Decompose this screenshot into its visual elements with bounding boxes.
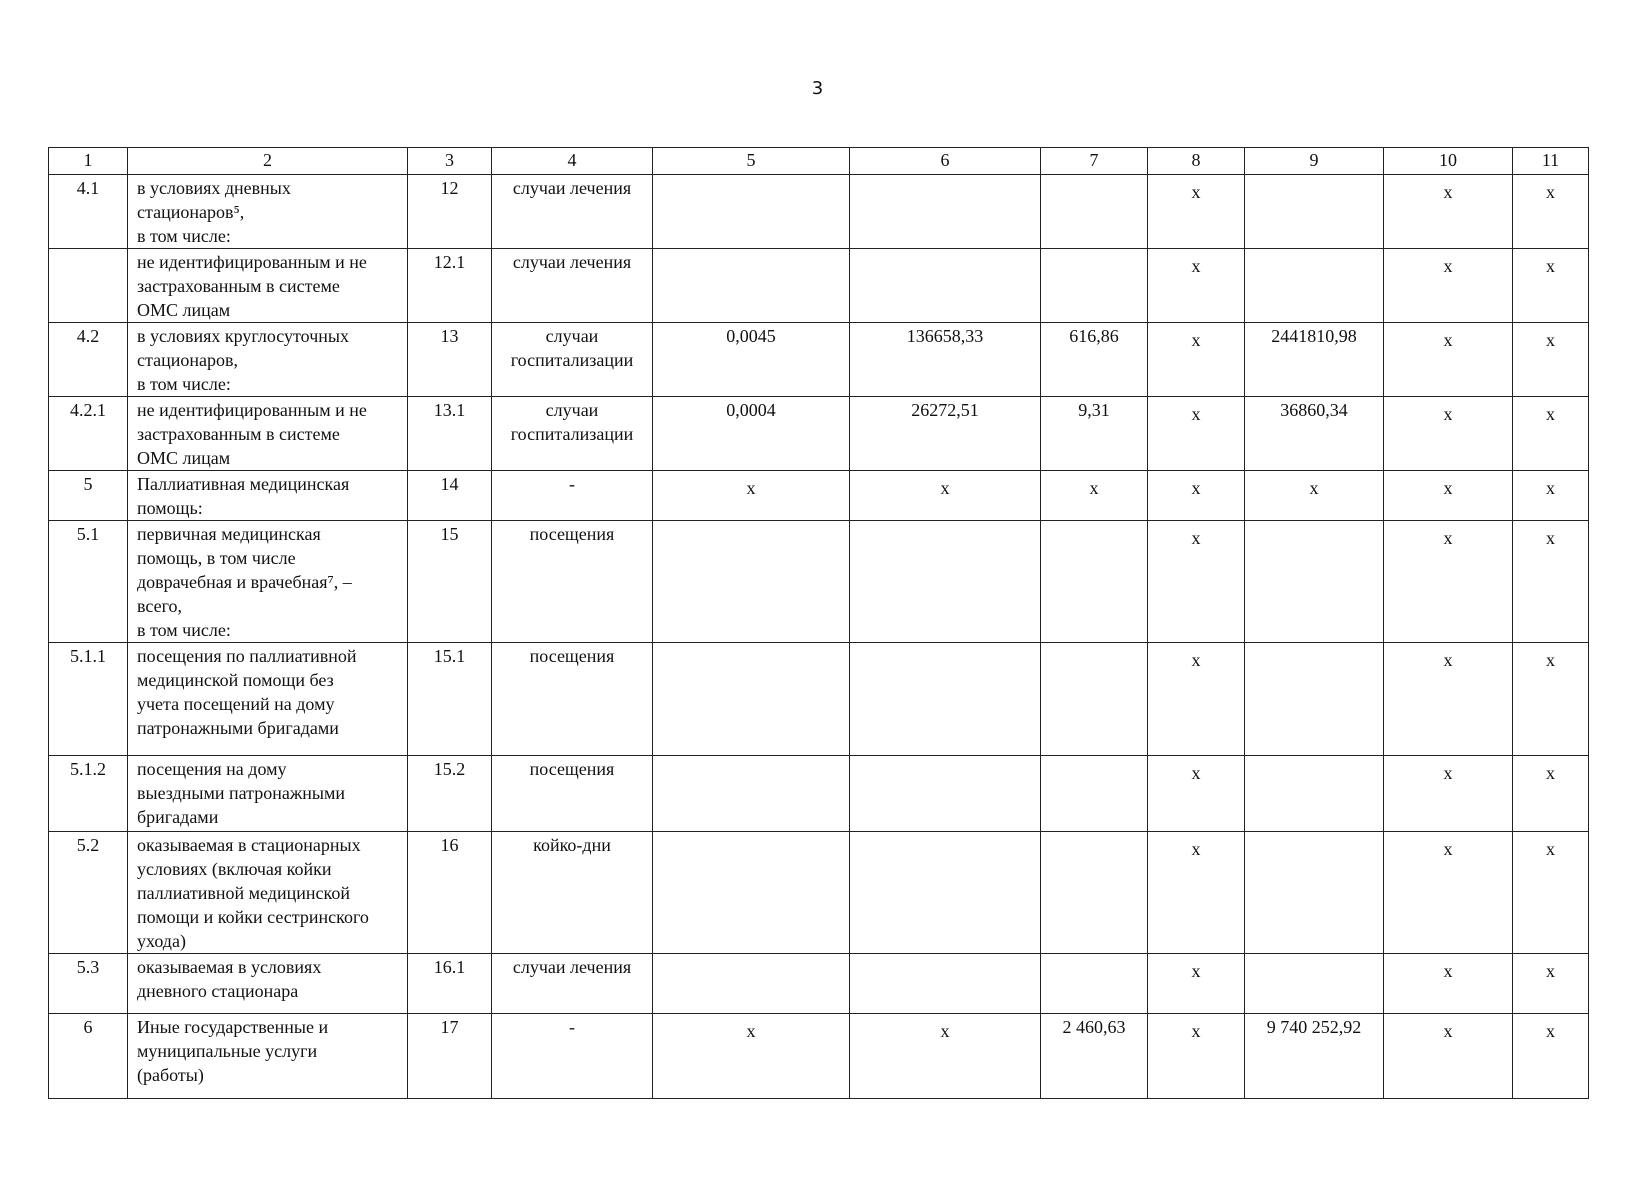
cell-value: 0,0045 — [726, 326, 776, 346]
cell-col-10 — [1384, 756, 1513, 832]
cell-value: 13.1 — [433, 400, 466, 420]
description-line: ухода) — [137, 931, 186, 951]
table-row — [49, 471, 1589, 521]
table-row — [49, 756, 1589, 832]
cell-value: х — [940, 478, 950, 498]
cell-value: х — [1546, 650, 1555, 670]
header-cell: 5 — [653, 148, 850, 175]
table-row — [49, 249, 1589, 323]
row-unit — [492, 249, 653, 323]
description-line: помощь, в том числе — [137, 548, 296, 568]
description-line: первичная медицинская — [137, 524, 321, 544]
row-unit — [492, 643, 653, 756]
description-line: помощь: — [137, 498, 203, 518]
cell-value: х — [1443, 1021, 1453, 1041]
cell-col-5 — [653, 521, 850, 643]
description-line: в том числе: — [137, 374, 231, 394]
cell-col-5 — [653, 249, 850, 323]
cell-col-10 — [1384, 832, 1513, 954]
description-line: дневного стационара — [137, 981, 299, 1001]
unit-line: госпитализации — [510, 424, 634, 444]
row-code — [408, 249, 492, 323]
cell-col-7 — [1041, 1014, 1148, 1099]
cell-col-6 — [850, 471, 1041, 521]
description-line: учета посещений на дому — [137, 694, 335, 714]
cell-col-6 — [850, 175, 1041, 249]
description-line: ОМС лицам — [137, 448, 231, 468]
cell-col-11 — [1513, 175, 1589, 249]
row-unit — [492, 1014, 653, 1099]
cell-value: 4.2.1 — [70, 400, 106, 420]
cell-col-11 — [1513, 521, 1589, 643]
row-description — [128, 471, 408, 521]
cell-value: 0,0004 — [726, 400, 776, 420]
cell-col-9 — [1245, 954, 1384, 1014]
cell-value: 36860,34 — [1280, 400, 1348, 420]
cell-value: 4.2 — [76, 326, 100, 346]
cell-col-10 — [1384, 521, 1513, 643]
unit-line: посещения — [529, 646, 615, 666]
cell-value: 6 — [83, 1017, 93, 1037]
cell-value: х — [1191, 182, 1201, 202]
description-line: стационаров, — [137, 350, 238, 370]
cell-value: х — [1443, 182, 1453, 202]
row-number — [49, 249, 128, 323]
cell-value: 16 — [440, 835, 459, 855]
cell-col-5 — [653, 643, 850, 756]
cell-value: х — [1191, 763, 1201, 783]
row-code — [408, 832, 492, 954]
cell-value: 136658,33 — [906, 326, 984, 346]
unit-line: - — [569, 474, 575, 494]
cell-col-8 — [1148, 323, 1245, 397]
header-cell: 10 — [1384, 148, 1513, 175]
table-row — [49, 954, 1589, 1014]
cell-value: х — [1546, 182, 1555, 202]
cell-col-7 — [1041, 397, 1148, 471]
cell-value: 2441810,98 — [1271, 326, 1357, 346]
header-cell: 7 — [1041, 148, 1148, 175]
cell-col-11 — [1513, 471, 1589, 521]
description-line: не идентифицированным и не — [137, 252, 367, 272]
description-line: в условиях круглосуточных — [137, 326, 349, 346]
header-cell: 8 — [1148, 148, 1245, 175]
cell-col-7 — [1041, 832, 1148, 954]
row-unit — [492, 175, 653, 249]
cell-col-8 — [1148, 643, 1245, 756]
cell-col-11 — [1513, 832, 1589, 954]
cell-value: х — [1546, 961, 1555, 981]
cell-value: 9,31 — [1078, 400, 1110, 420]
cell-col-10 — [1384, 643, 1513, 756]
cell-col-9 — [1245, 323, 1384, 397]
unit-line: госпитализации — [510, 350, 634, 370]
header-row — [49, 148, 1589, 175]
cell-value: х — [1546, 528, 1555, 548]
cell-col-6 — [850, 1014, 1041, 1099]
cell-value: х — [1546, 330, 1555, 350]
row-unit — [492, 471, 653, 521]
unit-line: посещения — [529, 759, 615, 779]
description-line: патронажными бригадами — [137, 718, 339, 738]
cell-col-5 — [653, 756, 850, 832]
cell-col-8 — [1148, 249, 1245, 323]
cell-value: х — [1443, 528, 1453, 548]
cell-value: 5.3 — [76, 957, 100, 977]
row-number — [49, 954, 128, 1014]
row-code — [408, 175, 492, 249]
cell-value: х — [1443, 961, 1453, 981]
description-line: застрахованным в системе — [137, 424, 340, 444]
cell-col-5 — [653, 832, 850, 954]
description-line: Иные государственные и — [137, 1017, 329, 1037]
cell-value: х — [1443, 256, 1453, 276]
cell-col-9 — [1245, 249, 1384, 323]
cell-value: 14 — [440, 474, 459, 494]
row-unit — [492, 756, 653, 832]
cell-col-11 — [1513, 756, 1589, 832]
row-unit — [492, 954, 653, 1014]
cell-col-8 — [1148, 832, 1245, 954]
header-cell: 6 — [850, 148, 1041, 175]
row-description — [128, 756, 408, 832]
table-row — [49, 832, 1589, 954]
cell-col-7 — [1041, 323, 1148, 397]
cell-value: х — [940, 1021, 950, 1041]
cell-value: 2 460,63 — [1062, 1017, 1126, 1037]
cell-col-9 — [1245, 643, 1384, 756]
cell-col-10 — [1384, 471, 1513, 521]
description-line: ОМС лицам — [137, 300, 231, 320]
table-row — [49, 643, 1589, 756]
row-unit — [492, 521, 653, 643]
cell-value: 5.1.2 — [70, 759, 106, 779]
cell-col-9 — [1245, 471, 1384, 521]
cell-value: х — [1443, 763, 1453, 783]
cell-value: 15 — [440, 524, 459, 544]
cell-value: 616,86 — [1069, 326, 1119, 346]
unit-line: случаи лечения — [512, 178, 632, 198]
unit-line: случаи лечения — [512, 252, 632, 272]
row-number — [49, 832, 128, 954]
cell-col-9 — [1245, 756, 1384, 832]
unit-line: койко-дни — [533, 835, 611, 855]
cell-value: х — [1191, 650, 1201, 670]
cell-value: 5.2 — [76, 835, 100, 855]
description-line: застрахованным в системе — [137, 276, 340, 296]
cell-value: 17 — [440, 1017, 459, 1037]
row-unit — [492, 397, 653, 471]
row-number — [49, 397, 128, 471]
row-description — [128, 1014, 408, 1099]
row-number — [49, 1014, 128, 1099]
cell-col-5 — [653, 954, 850, 1014]
cell-col-9 — [1245, 1014, 1384, 1099]
description-line: посещения на дому — [137, 759, 287, 779]
row-description — [128, 954, 408, 1014]
row-code — [408, 954, 492, 1014]
cell-col-6 — [850, 832, 1041, 954]
cell-col-7 — [1041, 521, 1148, 643]
description-line: медицинской помощи без — [137, 670, 334, 690]
cell-col-7 — [1041, 471, 1148, 521]
cell-value: х — [1191, 478, 1201, 498]
cell-value: х — [1191, 1021, 1201, 1041]
cell-value: х — [1546, 256, 1555, 276]
cell-value: 16.1 — [433, 957, 466, 977]
header-cell: 2 — [128, 148, 408, 175]
description-line: условиях (включая койки — [137, 859, 332, 879]
cell-col-10 — [1384, 323, 1513, 397]
cell-value: 15.2 — [433, 759, 466, 779]
cell-value: х — [746, 478, 756, 498]
row-code — [408, 521, 492, 643]
table-row — [49, 397, 1589, 471]
unit-line: случаи — [545, 326, 599, 346]
unit-line: - — [569, 1017, 575, 1037]
description-line: муниципальные услуги — [137, 1041, 318, 1061]
cell-col-5 — [653, 175, 850, 249]
cell-value: х — [1191, 839, 1201, 859]
cell-col-10 — [1384, 249, 1513, 323]
row-code — [408, 643, 492, 756]
header-cell: 3 — [408, 148, 492, 175]
description-line: не идентифицированным и не — [137, 400, 367, 420]
description-line: бригадами — [137, 807, 219, 827]
cell-col-6 — [850, 521, 1041, 643]
row-unit — [492, 832, 653, 954]
cell-value: 5.1.1 — [70, 646, 106, 666]
cell-col-11 — [1513, 954, 1589, 1014]
cell-col-6 — [850, 954, 1041, 1014]
cell-col-11 — [1513, 323, 1589, 397]
cell-col-5 — [653, 471, 850, 521]
cell-value: х — [1443, 839, 1453, 859]
header-cell: 1 — [49, 148, 128, 175]
cell-col-6 — [850, 643, 1041, 756]
cell-value: х — [1089, 478, 1099, 498]
cell-value: 5.1 — [76, 524, 100, 544]
cell-col-6 — [850, 756, 1041, 832]
description-line: в условиях дневных — [137, 178, 291, 198]
cell-value: х — [1443, 650, 1453, 670]
cell-col-8 — [1148, 1014, 1245, 1099]
cell-value: 15.1 — [433, 646, 466, 666]
cell-col-6 — [850, 249, 1041, 323]
cell-value: х — [1443, 330, 1453, 350]
description-line: (работы) — [137, 1065, 204, 1085]
row-number — [49, 323, 128, 397]
cell-value: 9 740 252,92 — [1266, 1017, 1362, 1037]
row-number — [49, 521, 128, 643]
cell-col-8 — [1148, 471, 1245, 521]
cell-value: х — [746, 1021, 756, 1041]
row-description — [128, 397, 408, 471]
table-row — [49, 175, 1589, 249]
cell-value: х — [1191, 330, 1201, 350]
cell-col-6 — [850, 397, 1041, 471]
description-line: оказываемая в стационарных — [137, 835, 361, 855]
cell-col-9 — [1245, 521, 1384, 643]
row-number — [49, 471, 128, 521]
cell-col-8 — [1148, 756, 1245, 832]
cell-value: х — [1443, 404, 1453, 424]
cell-value: х — [1546, 1021, 1555, 1041]
cell-col-9 — [1245, 397, 1384, 471]
cell-col-5 — [653, 1014, 850, 1099]
description-line: в том числе: — [137, 226, 231, 246]
cell-value: х — [1546, 404, 1555, 424]
cell-value: 12.1 — [433, 252, 466, 272]
cell-col-11 — [1513, 397, 1589, 471]
row-description — [128, 323, 408, 397]
cell-col-9 — [1245, 175, 1384, 249]
row-description — [128, 521, 408, 643]
description-line: стационаров⁵, — [137, 202, 245, 222]
cell-value: х — [1443, 478, 1453, 498]
cell-col-5 — [653, 397, 850, 471]
cell-col-11 — [1513, 643, 1589, 756]
description-line: Паллиативная медицинская — [137, 474, 350, 494]
cell-value: х — [1191, 256, 1201, 276]
cell-value: х — [1309, 478, 1319, 498]
cell-col-9 — [1245, 832, 1384, 954]
row-code — [408, 397, 492, 471]
cell-value: 4.1 — [76, 178, 100, 198]
row-description — [128, 249, 408, 323]
unit-line: случаи лечения — [512, 957, 632, 977]
row-code — [408, 323, 492, 397]
unit-line: посещения — [529, 524, 615, 544]
description-line: посещения по паллиативной — [137, 646, 357, 666]
cell-col-10 — [1384, 397, 1513, 471]
cell-col-7 — [1041, 643, 1148, 756]
row-code — [408, 1014, 492, 1099]
data-table — [48, 147, 1589, 1099]
cell-col-10 — [1384, 1014, 1513, 1099]
row-description — [128, 175, 408, 249]
cell-col-7 — [1041, 249, 1148, 323]
page-number: 3 — [811, 78, 824, 99]
cell-value: х — [1546, 763, 1555, 783]
table-row — [49, 1014, 1589, 1099]
row-description — [128, 832, 408, 954]
cell-value: 26272,51 — [911, 400, 979, 420]
cell-value: 13 — [440, 326, 459, 346]
row-number — [49, 643, 128, 756]
cell-col-8 — [1148, 521, 1245, 643]
header-cell: 11 — [1513, 148, 1589, 175]
table-row — [49, 521, 1589, 643]
cell-col-5 — [653, 323, 850, 397]
description-line: помощи и койки сестринского — [137, 907, 369, 927]
cell-value: х — [1191, 404, 1201, 424]
cell-col-10 — [1384, 175, 1513, 249]
cell-col-8 — [1148, 397, 1245, 471]
cell-col-10 — [1384, 954, 1513, 1014]
header-cell: 9 — [1245, 148, 1384, 175]
row-number — [49, 756, 128, 832]
cell-col-7 — [1041, 756, 1148, 832]
description-line: всего, — [137, 596, 183, 616]
cell-value: 12 — [440, 178, 459, 198]
row-number — [49, 175, 128, 249]
cell-value: х — [1191, 528, 1201, 548]
cell-col-8 — [1148, 175, 1245, 249]
cell-value: х — [1546, 839, 1555, 859]
cell-col-11 — [1513, 1014, 1589, 1099]
description-line: выездными патронажными — [137, 783, 346, 803]
cell-col-7 — [1041, 954, 1148, 1014]
header-cell: 4 — [492, 148, 653, 175]
description-line: в том числе: — [137, 620, 231, 640]
cell-col-6 — [850, 323, 1041, 397]
cell-value: х — [1546, 478, 1555, 498]
description-line: оказываемая в условиях — [137, 957, 322, 977]
unit-line: случаи — [545, 400, 599, 420]
cell-col-11 — [1513, 249, 1589, 323]
table-row — [49, 323, 1589, 397]
row-description — [128, 643, 408, 756]
row-code — [408, 471, 492, 521]
cell-value: х — [1191, 961, 1201, 981]
row-code — [408, 756, 492, 832]
cell-col-8 — [1148, 954, 1245, 1014]
description-line: доврачебная и врачебная⁷, – — [137, 572, 352, 592]
description-line: паллиативной медицинской — [137, 883, 350, 903]
cell-col-7 — [1041, 175, 1148, 249]
cell-value: 5 — [83, 474, 93, 494]
row-unit — [492, 323, 653, 397]
